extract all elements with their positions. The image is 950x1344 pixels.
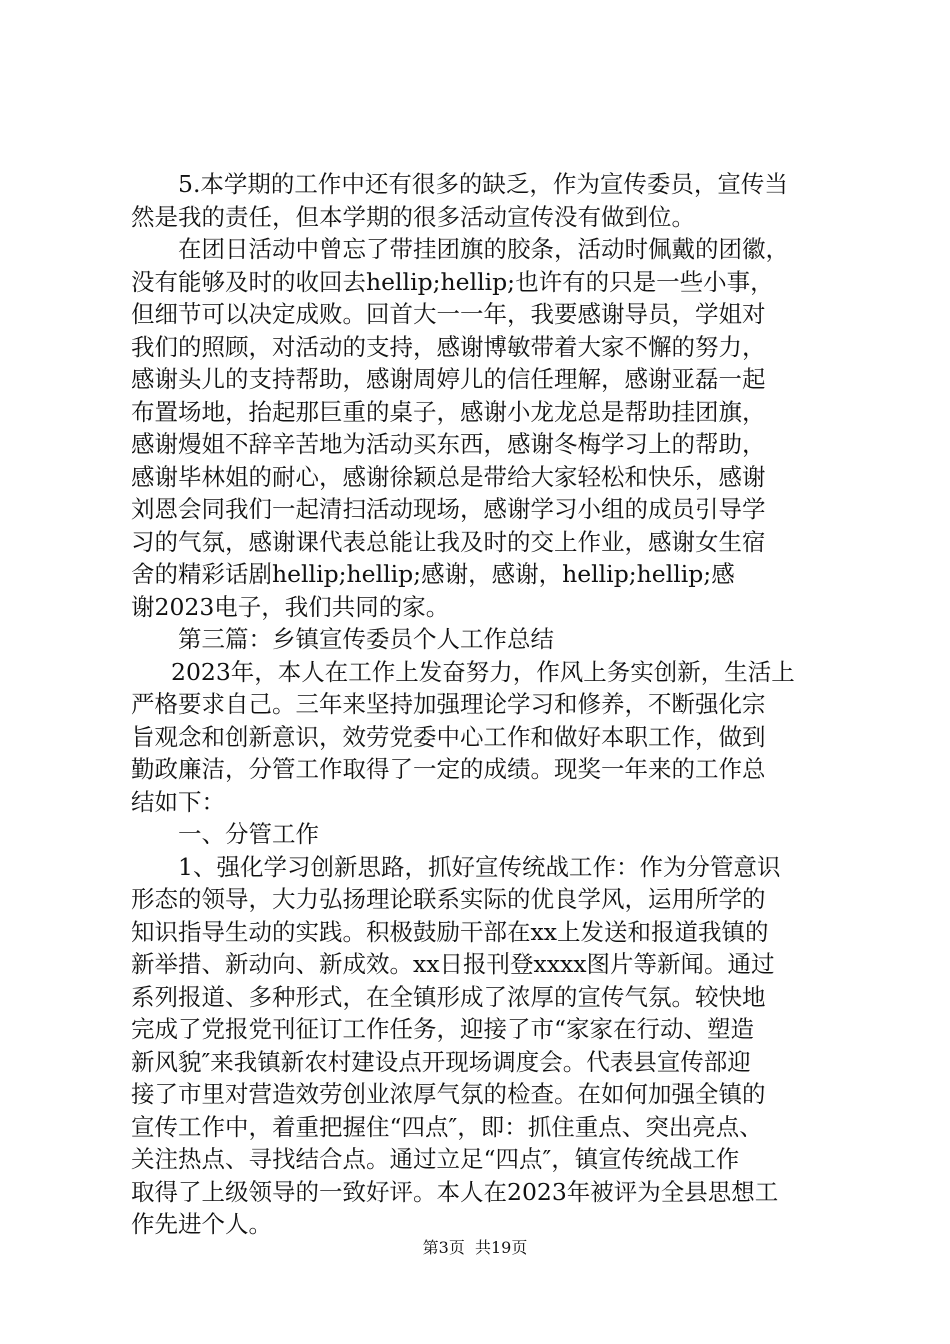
paragraph-line: 刘恩会同我们一起清扫活动现场，感谢学习小组的成员引导学 [131,495,766,523]
paragraph-line: 在团日活动中曾忘了带挂团旗的胶条，活动时佩戴的团徽， [178,235,789,263]
paragraph-line: 接了市里对营造效劳创业浓厚气氛的检查。在如何加强全镇的 [131,1080,766,1108]
page-footer [0,1238,950,1258]
paragraph-line: 然是我的责任，但本学期的很多活动宣传没有做到位。 [131,202,695,231]
paragraph-line: 宣传工作中，着重把握住“四点″，即：抓住重点、突出亮点、 [131,1112,763,1141]
paragraph-line: 1、强化学习创新思路，抓好宣传统战工作：作为分管意识 [178,852,781,881]
paragraph-line: 我们的照顾，对活动的支持，感谢博敏带着大家不懈的努力， [131,332,766,361]
paragraph-line: 2023年，本人在工作上发奋努力，作风上务实创新，生活上 [171,657,795,686]
paragraph-line: 舍的精彩话剧hellip;hellip;感谢，感谢，hellip;hellip;感 [131,560,735,588]
paragraph-line: 布置场地，抬起那巨重的桌子，感谢小龙龙总是帮助挂团旗， [131,397,766,426]
paragraph-line: 系列报道、多种形式，在全镇形成了浓厚的宣传气氛。较快地 [131,982,766,1011]
paragraph-line: 形态的领导，大力弘扬理论联系实际的优良学风，运用所学的 [131,885,766,913]
paragraph-line: 关注热点、寻找结合点。通过立足“四点″，镇宣传统战工作 [131,1145,740,1173]
paragraph-line: 习的气氛，感谢课代表总能让我及时的交上作业，感谢女生宿 [131,527,766,556]
paragraph-line: 但细节可以决定成败。回首大一一年，我要感谢导员，学姐对 [131,300,766,328]
document-body [131,168,836,1241]
paragraph-line: 感谢熳姐不辞辛苦地为活动买东西，感谢冬梅学习上的帮助， [131,430,766,458]
paragraph-line: 作先进个人。 [131,1210,272,1238]
page-number: 第3页 共19页 [422,1238,528,1257]
paragraph-line: 谢2023电子，我们共同的家。 [131,592,450,621]
paragraph-line: 知识指导生动的实践。积极鼓励干部在xx上发送和报道我镇的 [131,917,769,946]
paragraph-line: 感谢毕林姐的耐心，感谢徐颖总是带给大家轻松和快乐，感谢 [131,462,766,491]
subsection-heading: 一、分管工作 [178,820,319,848]
paragraph-line: 旨观念和创新意识，效劳党委中心工作和做好本职工作，做到 [131,722,766,751]
paragraph-line: 感谢头儿的支持帮助，感谢周婷儿的信任理解，感谢亚磊一起 [131,365,766,393]
section-heading: 第三篇：乡镇宣传委员个人工作总结 [178,625,554,653]
paragraph-line: 新风貌″来我镇新农村建设点开现场调度会。代表县宣传部迎 [131,1047,751,1076]
paragraph-line: 结如下： [131,787,225,816]
paragraph-line: 没有能够及时的收回去hellip;hellip;也许有的只是一些小事， [131,267,774,296]
paragraph-line: 完成了党报党刊征订工作任务，迎接了市“家家在行动、塑造 [131,1015,755,1043]
paragraph-line: 取得了上级领导的一致好评。本人在2023年被评为全县思想工 [131,1177,779,1206]
paragraph-line: 严格要求自己。三年来坚持加强理论学习和修养，不断强化宗 [131,690,766,718]
paragraph-line: 勤政廉洁，分管工作取得了一定的成绩。现奖一年来的工作总 [131,755,766,783]
paragraph-line: 新举措、新动向、新成效。xx日报刊登xxxx图片等新闻。通过 [131,950,775,978]
paragraph-line: 5.本学期的工作中还有很多的缺乏，作为宣传委员，宣传当 [178,170,788,198]
